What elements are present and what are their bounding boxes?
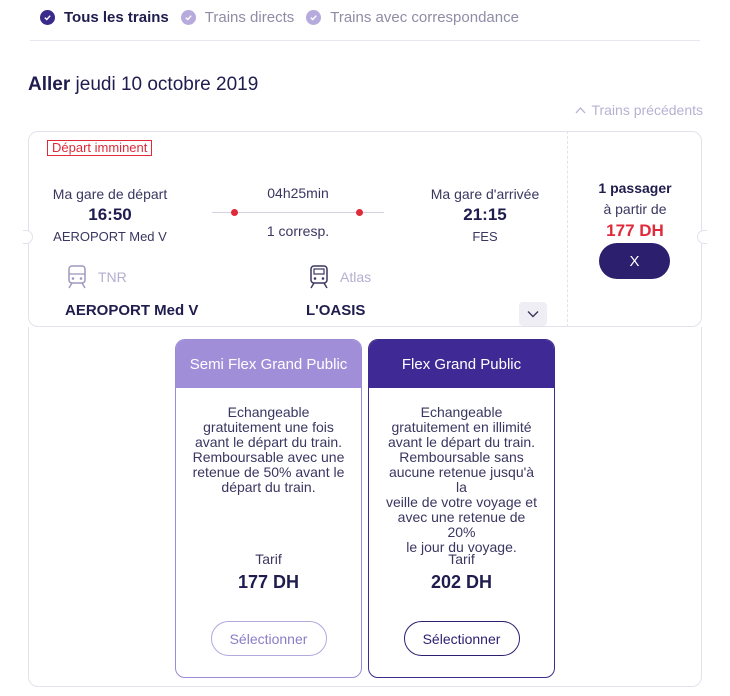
arrival-block xyxy=(415,186,555,244)
lowest-price: 177 DH xyxy=(606,221,664,240)
fare-description-line: Remboursable sans xyxy=(399,449,524,465)
fare-description-line: le jour du voyage. xyxy=(406,539,517,555)
leg-train-type: Atlas xyxy=(340,269,372,285)
fare-description-line: avant le départ du train. xyxy=(387,434,536,450)
fare-description-line: veille de votre voyage et xyxy=(386,494,537,510)
fare-price: 202 DH xyxy=(430,572,493,592)
fare-description-line: Echangeable xyxy=(227,404,310,420)
fare-tarif-label: Tarif xyxy=(448,551,475,567)
fare-description xyxy=(190,405,347,495)
fare-name: Flex Grand Public xyxy=(369,340,554,388)
imminent-departure-badge: Départ imminent xyxy=(47,140,152,156)
fare-description-line: gratuitement une fois xyxy=(203,419,334,435)
arrival-station: FES xyxy=(472,229,498,244)
leg-1 xyxy=(66,264,127,290)
fare-description-line: Remboursable avec une xyxy=(192,449,345,465)
journey-direction: Aller xyxy=(28,74,71,95)
leg-train-type: TNR xyxy=(98,269,127,285)
passenger-count: 1 passager xyxy=(598,180,672,196)
departure-time: 16:50 xyxy=(88,205,132,224)
trip-duration: 04h25min xyxy=(267,185,329,201)
fare-description-line: avec une retenue de 20% xyxy=(397,509,526,540)
check-circle-icon xyxy=(306,10,321,25)
train-icon xyxy=(308,264,330,290)
fare-description-line: aucune retenue jusqu'à la xyxy=(388,464,535,495)
connections-count: 1 corresp. xyxy=(266,223,330,239)
departure-label: Ma gare de départ xyxy=(52,186,168,202)
chevron-down-icon xyxy=(527,310,539,318)
departure-station: AEROPORT Med V xyxy=(53,229,167,244)
filter-label: Tous les trains xyxy=(64,8,169,26)
fare-description-line: gratuitement en illimité xyxy=(391,419,532,435)
fare-description-line: avant le départ du train. xyxy=(194,434,343,450)
fare-price: 177 DH xyxy=(237,572,300,592)
chevron-up-icon xyxy=(575,106,586,114)
filter-label: Trains directs xyxy=(204,8,295,26)
previous-trains-link[interactable] xyxy=(575,102,703,118)
filter-label: Trains avec correspondance xyxy=(330,8,519,26)
expand-details-button[interactable] xyxy=(519,302,547,326)
route-stop-dot xyxy=(231,209,238,216)
close-fares-button[interactable]: X xyxy=(599,243,670,279)
fare-description xyxy=(383,405,540,555)
arrival-time: 21:15 xyxy=(463,205,507,224)
train-filters xyxy=(40,6,531,28)
journey-date-heading xyxy=(28,74,258,96)
fare-section xyxy=(28,327,702,687)
fare-tarif-label: Tarif xyxy=(255,551,282,567)
price-from-label: à partir de xyxy=(603,201,667,217)
fare-card-semi-flex xyxy=(175,339,362,678)
journey-date: jeudi 10 octobre 2019 xyxy=(75,74,259,95)
leg-2 xyxy=(308,264,371,290)
fare-name: Semi Flex Grand Public xyxy=(176,340,361,388)
departure-block xyxy=(40,186,180,244)
fare-description-line: Echangeable xyxy=(420,404,503,420)
arrival-label: Ma gare d'arrivée xyxy=(430,186,540,202)
fare-description-line: départ du train. xyxy=(221,479,316,495)
select-fare-button[interactable]: Sélectionner xyxy=(404,621,520,656)
filter-all-trains[interactable] xyxy=(40,9,169,26)
filters-divider xyxy=(30,40,700,41)
select-fare-button[interactable]: Sélectionner xyxy=(211,621,327,656)
fare-description-line: retenue de 50% avant le xyxy=(192,464,345,480)
filter-direct-trains[interactable] xyxy=(181,9,294,26)
check-circle-icon xyxy=(40,10,55,25)
train-icon xyxy=(66,264,88,290)
check-circle-icon xyxy=(181,10,196,25)
previous-trains-label: Trains précédents xyxy=(591,102,703,118)
leg-station: AEROPORT Med V xyxy=(65,302,199,319)
leg-station: L'OASIS xyxy=(306,302,366,319)
fare-card-flex xyxy=(368,339,555,678)
route-stop-dot xyxy=(356,209,363,216)
filter-connection-trains[interactable] xyxy=(306,9,519,26)
